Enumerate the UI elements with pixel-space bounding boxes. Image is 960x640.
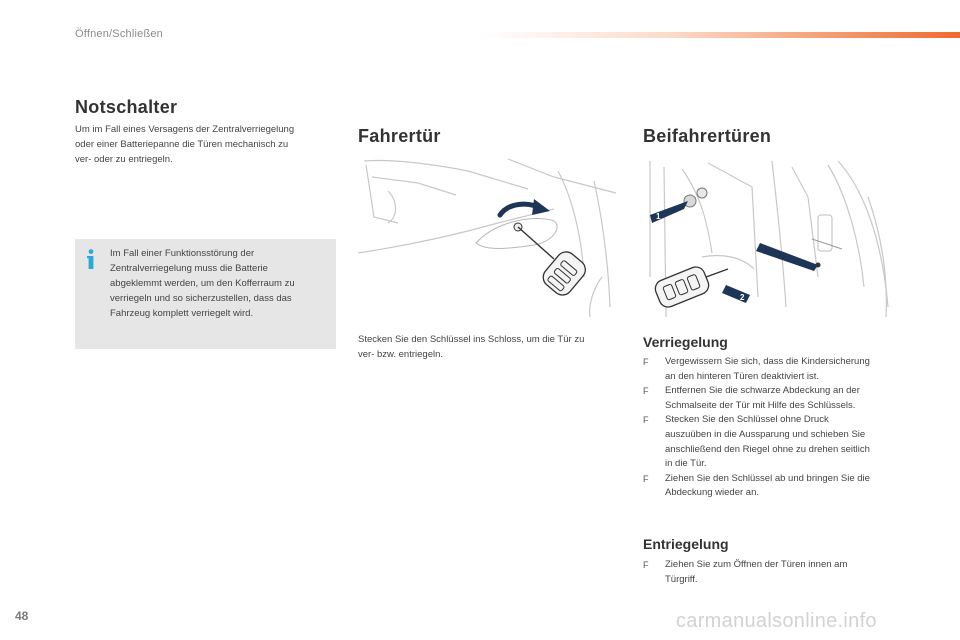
list-item	[643, 472, 913, 501]
fahrertuer-text	[358, 332, 623, 362]
info-line-2: Zentralverriegelung muss die Batterie	[110, 263, 268, 274]
info-box	[75, 239, 336, 349]
list-item-line: Türgriff.	[665, 573, 698, 585]
list-item	[643, 558, 913, 587]
notschalter-line-1: Um im Fall eines Versagens der Zentralverriegelung	[75, 124, 295, 135]
bullet-icon: F	[643, 560, 649, 570]
list-item-line: Schmalseite der Tür mit Hilfe des Schlüssels.	[665, 399, 856, 411]
passenger-door-illustration	[642, 157, 904, 319]
notschalter-line-3: ver- oder zu entriegeln.	[75, 154, 173, 165]
list-item-line: Vergewissern Sie sich, dass die Kindersicherung	[665, 356, 870, 367]
bullet-icon: F	[643, 473, 649, 484]
info-line-1: Im Fall einer Funktionsstörung der	[110, 248, 255, 259]
beifahrertueren-heading: Beifahrertüren	[643, 126, 772, 146]
bullet-icon: F	[643, 357, 649, 367]
header-accent-bar	[480, 32, 960, 38]
list-item-line: Stecken Sie den Schlüssel ohne Druck	[665, 414, 829, 426]
list-item	[643, 413, 913, 471]
list-item-line: anschließend den Riegel ohne zu drehen seitlich	[665, 443, 870, 455]
list-item-line: an den hinteren Türen deaktiviert ist.	[665, 370, 820, 382]
entriegelung-heading: Entriegelung	[643, 536, 729, 552]
bullet-icon: F	[643, 386, 649, 397]
entriegelung-list	[643, 558, 913, 587]
list-item-line: auszuüben in die Aussparung und schieben Sie	[665, 428, 866, 440]
info-line-3: abgeklemmt werden, um den Kofferraum zu	[110, 278, 295, 289]
info-line-5: Fahrzeug komplett verriegelt wird.	[110, 308, 254, 319]
notschalter-line-2: oder einer Batteriepanne die Türen mechanisch zu	[75, 139, 289, 150]
callout-1: 1	[656, 212, 661, 221]
notschalter-text	[75, 122, 345, 167]
list-item	[643, 355, 913, 384]
fahrertuer-line-1: Stecken Sie den Schlüssel ins Schloss, um die Tür zu	[358, 334, 585, 345]
list-item-line: Abdeckung wieder an.	[665, 487, 760, 499]
verriegelung-list	[643, 355, 913, 501]
list-item-line: Ziehen Sie den Schlüssel ab und bringen Sie die	[665, 472, 870, 484]
page-number: 48	[15, 609, 29, 623]
callout-2: 2	[740, 293, 745, 302]
info-icon	[85, 249, 97, 269]
info-line-4: verriegeln und so sicherzustellen, dass das	[110, 293, 292, 304]
list-item-line: Entfernen Sie die schwarze Abdeckung an der	[665, 385, 860, 397]
list-item-line: in die Tür.	[665, 458, 707, 470]
bullet-icon: F	[643, 415, 649, 426]
info-text	[110, 246, 326, 321]
fahrertuer-line-2: ver- bzw. entriegeln.	[358, 349, 444, 360]
driver-door-illustration	[358, 157, 619, 319]
verriegelung-heading: Verriegelung	[643, 334, 728, 350]
fahrertuer-heading: Fahrertür	[358, 126, 441, 146]
list-item-line: Ziehen Sie zum Öffnen der Türen innen am	[665, 559, 848, 570]
section-title: Öffnen/Schließen	[75, 28, 163, 40]
list-item	[643, 384, 913, 413]
notschalter-heading: Notschalter	[75, 97, 178, 117]
watermark: carmanualsonline.info	[676, 610, 877, 632]
